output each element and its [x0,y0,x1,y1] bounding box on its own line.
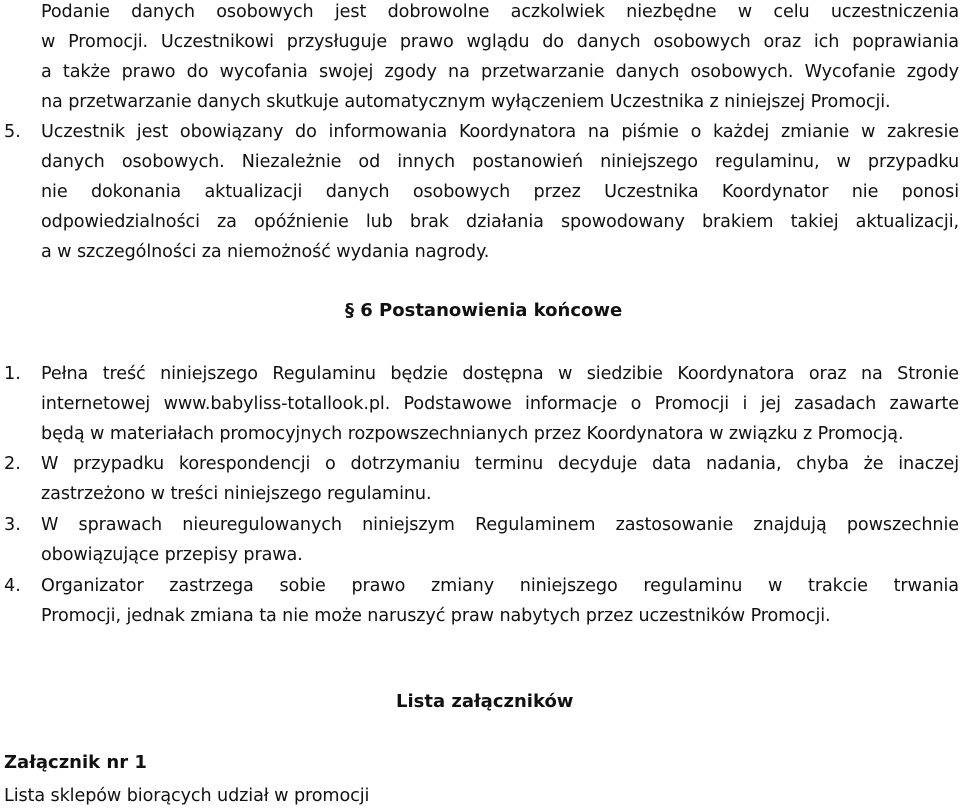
point5-line: danych osobowych. Niezależnie od innych postanowień niniejszego regulaminu, w przypadku [41,152,959,172]
intro-line: Podanie danych osobowych jest dobrowolne aczkolwiek niezbędne w celu uczestniczenia [41,2,959,22]
list-number: 2. [4,454,21,474]
list-number: 3. [4,515,21,535]
list-item-line: W sprawach nieuregulowanych niniejszym Regulaminem zastosowanie znajdują powszechnie [41,515,959,535]
attachment-description: Lista sklepów biorących udział w promocji [4,786,370,806]
list-item-line: W przypadku korespondencji o dotrzymaniu terminu decyduje data nadania, chyba że inaczej [41,454,959,474]
point5-line: Uczestnik jest obowiązany do informowania Koordynatora na piśmie o każdej zmianie w zakresie [41,122,959,142]
list-item-line: będą w materiałach promocyjnych rozpowszechnianych przez Koordynatora w związku z Promocją. [41,424,904,444]
list-item-line: Promocji, jednak zmiana ta nie może naruszyć praw nabytych przez uczestników Promocji. [41,606,831,626]
attachment-title: Załącznik nr 1 [4,752,147,773]
list-item-line: internetowej www.babyliss-totallook.pl. Podstawowe informacje o Promocji i jej zasadach zawarte [41,394,959,414]
list-item-line: Pełna treść niniejszego Regulaminu będzie dostępna w siedzibie Koordynatora oraz na Stronie [41,364,959,384]
list-item-line: zastrzeżono w treści niniejszego regulaminu. [41,484,432,504]
list-number: 4. [4,576,21,596]
point5-line: nie dokonania aktualizacji danych osobowych przez Uczestnika Koordynator nie ponosi [41,182,959,202]
point5-line: a w szczególności za niemożność wydania nagrody. [41,242,490,262]
list-number: 5. [4,122,21,142]
list-number: 1. [4,364,21,384]
list-item-line: obowiązujące przepisy prawa. [41,545,303,565]
attachments-heading: Lista załączników [396,691,574,712]
intro-line: na przetwarzanie danych skutkuje automatycznym wyłączeniem Uczestnika z niniejszej Promocji. [41,92,891,112]
section-heading: § 6 Postanowienia końcowe [345,300,623,321]
intro-line: w Promocji. Uczestnikowi przysługuje prawo wglądu do danych osobowych oraz ich poprawiania [41,32,959,52]
point5-line: odpowiedzialności za opóźnienie lub brak działania spowodowany brakiem takiej aktualizacji, [41,212,959,232]
list-item-line: Organizator zastrzega sobie prawo zmiany niniejszego regulaminu w trakcie trwania [41,576,959,596]
intro-line: a także prawo do wycofania swojej zgody na przetwarzanie danych osobowych. Wycofanie zgody [41,62,959,82]
